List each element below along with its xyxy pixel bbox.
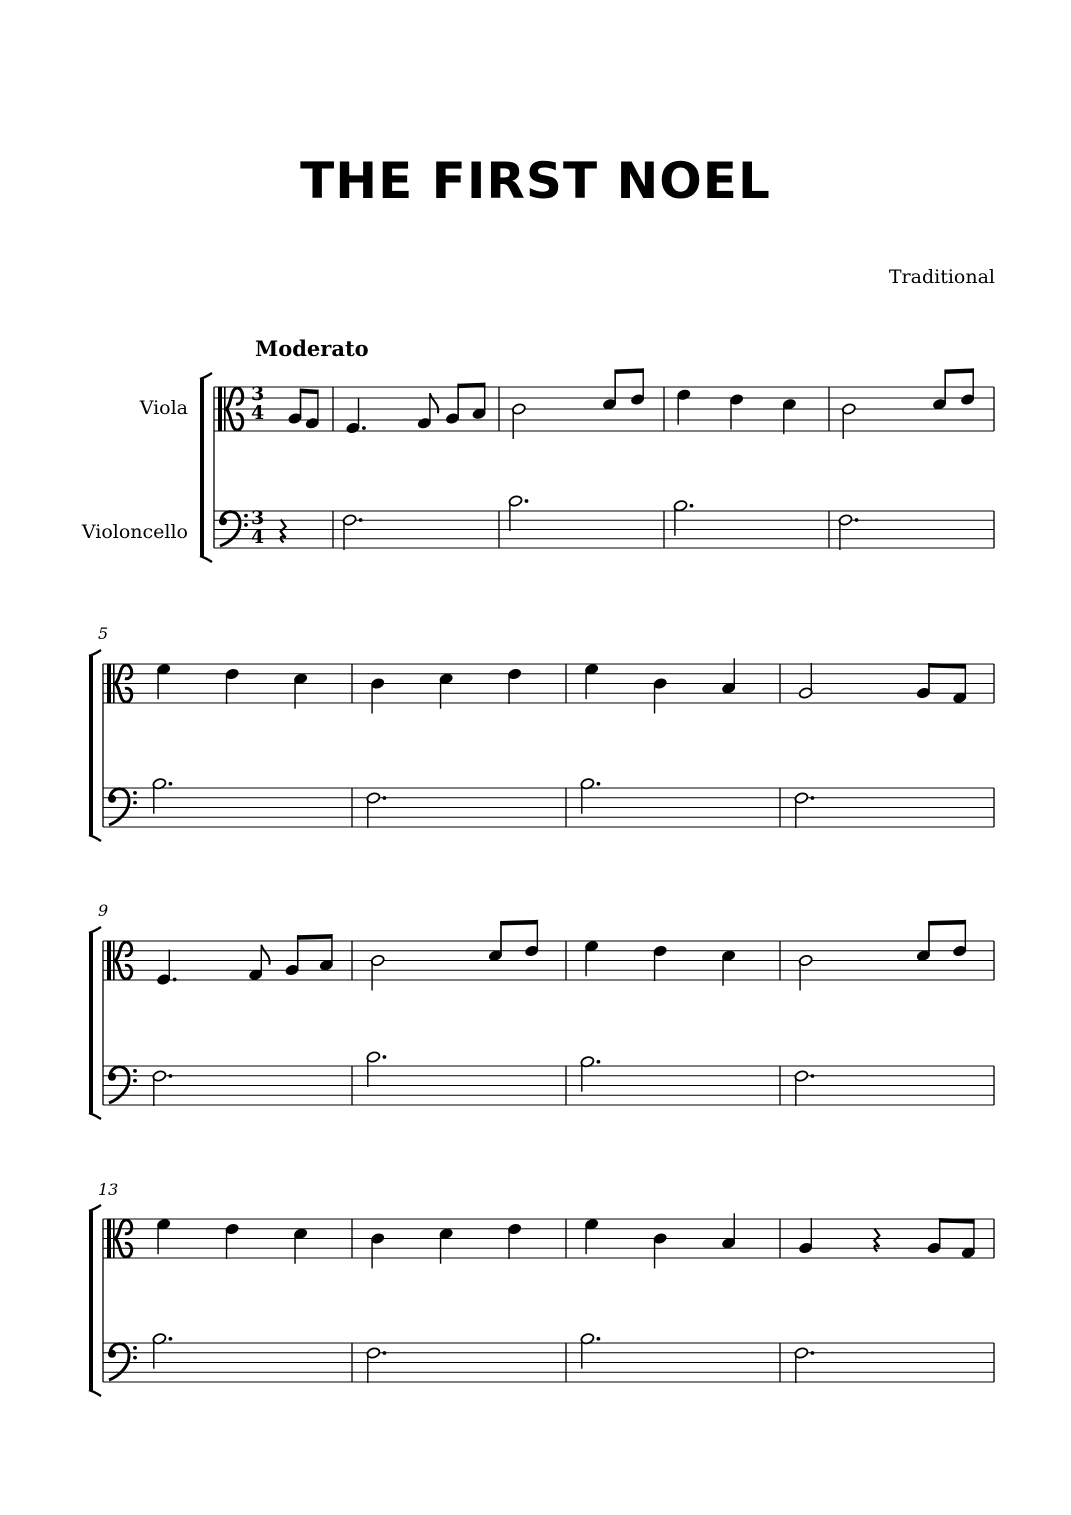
beam [500,920,538,926]
measure-number: 5 [98,624,109,643]
measure-number: 13 [98,1180,119,1199]
page-title: THE FIRST NOEL [300,152,771,210]
augmentation-dot [169,1074,173,1078]
system-bracket [200,556,212,562]
augmentation-dot [811,1351,815,1355]
system-bracket [89,835,101,841]
augmentation-dot [597,782,601,786]
time-signature-bottom: 4 [251,402,265,424]
instrument-label-cello: Violoncello [81,521,188,543]
system-bracket [89,656,93,835]
augmentation-dot [811,796,815,800]
composer-credit: Traditional [888,266,995,288]
augmentation-dot [525,499,529,503]
system-bracket [89,1113,101,1119]
system-bracket [89,927,101,933]
alto-clef-icon [107,664,111,703]
instrument-label-viola: Viola [139,397,188,419]
augmentation-dot [383,1055,387,1059]
system-bracket [89,650,101,656]
bass-clef-icon [244,523,248,527]
system-bracket [200,373,212,379]
note-flag [261,945,269,965]
note-flag [430,393,438,413]
tempo-marking: Moderato [255,336,369,361]
augmentation-dot [169,1337,173,1341]
bass-clef-icon [133,1069,137,1073]
augmentation-dot [597,1060,601,1064]
augmentation-dot [811,1074,815,1078]
bass-clef-icon [109,789,129,825]
bass-clef-icon [133,791,137,795]
augmentation-dot [383,796,387,800]
augmentation-dot [855,518,859,522]
time-signature-top: 3 [251,507,265,529]
alto-clef-icon [113,1219,115,1258]
time-signature-bottom: 4 [251,526,265,548]
augmentation-dot [169,782,173,786]
bass-clef-icon [244,514,248,518]
beam [297,934,333,940]
alto-clef-icon [218,387,222,431]
alto-clef-icon [224,387,226,431]
bass-clef-icon [133,1079,137,1083]
bass-clef-icon [109,1067,129,1103]
augmentation-dot [359,518,363,522]
bass-clef-icon [108,1073,116,1081]
bass-clef-icon [108,795,116,803]
bass-clef-icon [220,512,240,546]
bass-clef-icon [133,1356,137,1360]
alto-clef-icon [113,941,115,980]
system-bracket [89,933,93,1113]
augmentation-dot [383,1351,387,1355]
alto-clef-icon [113,664,115,703]
time-signature-top: 3 [251,383,265,405]
bass-clef-icon [109,1344,129,1380]
system-bracket [200,379,204,556]
augmentation-dot [362,426,366,430]
alto-clef-icon [107,941,111,980]
bass-clef-icon [133,801,137,805]
augmentation-dot [173,978,177,982]
bass-clef-icon [108,1350,116,1358]
beam [614,368,643,374]
beam [300,389,319,395]
system-bracket [89,1205,101,1211]
bass-clef-icon [219,517,227,525]
bass-clef-icon [133,1346,137,1350]
system-bracket [89,1390,101,1396]
beam [928,920,966,926]
system-bracket [89,1211,93,1390]
alto-clef-icon [107,1219,111,1258]
augmentation-dot [690,504,694,508]
measure-number: 9 [98,901,109,920]
augmentation-dot [597,1337,601,1341]
beam [944,368,973,374]
